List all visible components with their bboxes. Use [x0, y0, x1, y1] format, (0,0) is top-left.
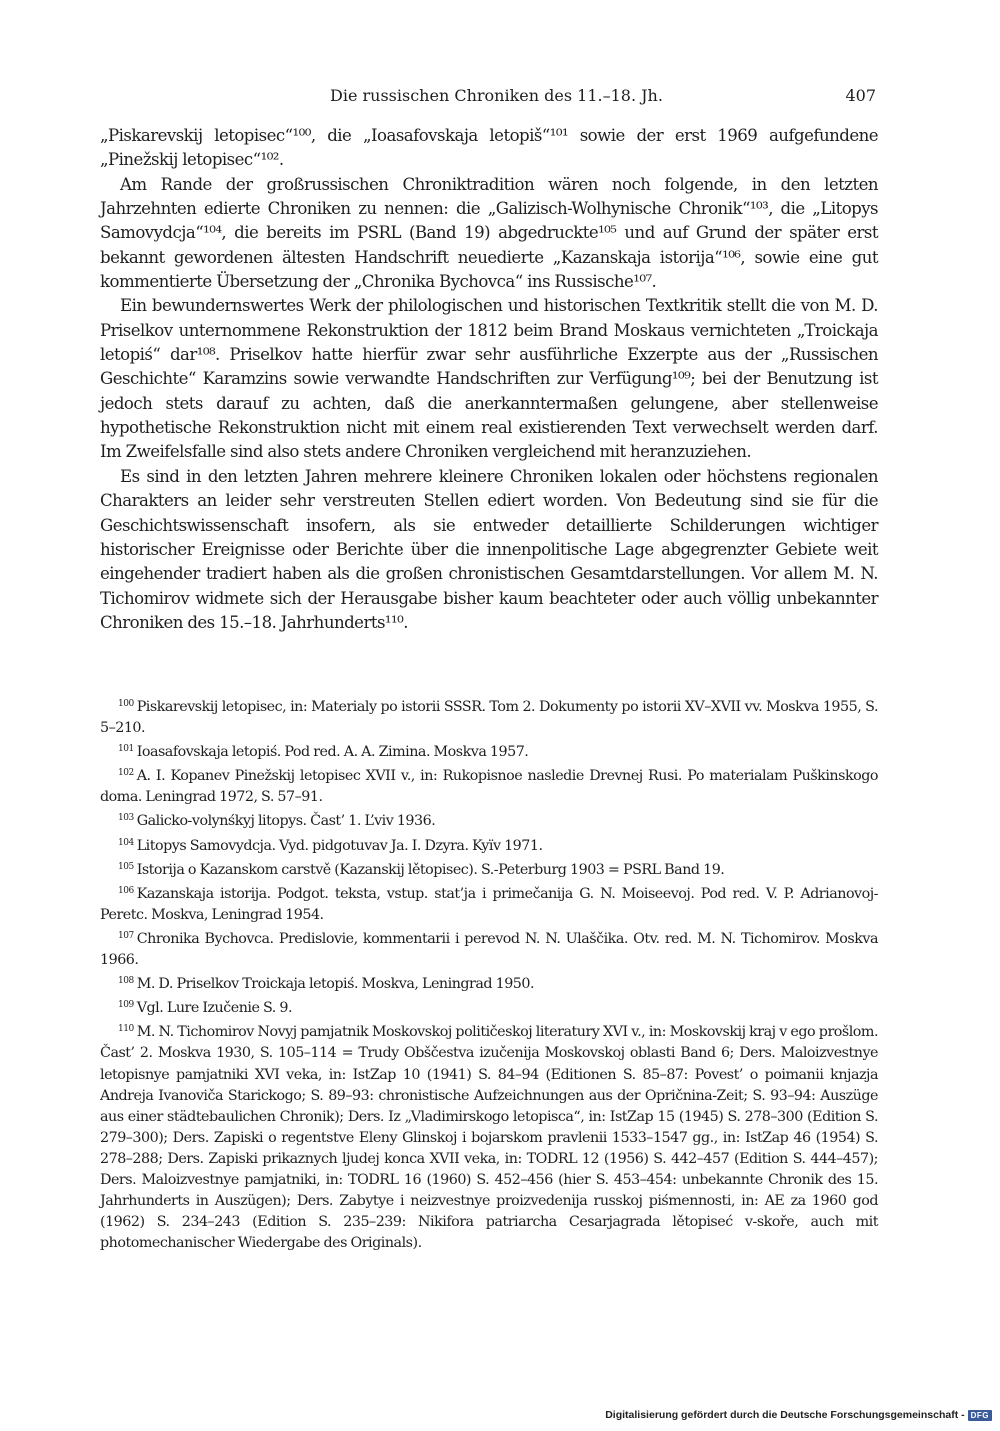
footnote-number: 110: [118, 1024, 134, 1035]
footnote-number: 102: [118, 768, 134, 779]
footnote-number: 109: [118, 1000, 134, 1011]
footnote-number: 103: [118, 813, 134, 824]
footnote-text: Litopys Samovydcja. Vyd. pidgotuvav Ja. I. Dzyra. Kyïv 1971.: [136, 837, 543, 854]
paragraph: Ein bewundernswertes Werk der philologischen und historischen Textkritik stellt die von M. D. Priselkov unternommene Rekonstruktion der 1812 beim Brand Moskaus vernichteten „Troickaja letopiś“ dar¹⁰⁸. Priselkov hatte hierfür zwar sehr ausführliche Exzerpte aus der „Russischen Geschichte“ Karamzins sowie verwandte Handschriften zur Verfügung¹⁰⁹; bei der Benutzung ist jedoch stets darauf zu achten, daß die anerkanntermaßen gelungene, aber stellenweise hypothetische Rekonstruktion nicht mit einem real existierenden Text verwechselt werden darf. Im Zweifelsfalle sind also stets andere Chroniken vergleichend mit heranzuziehen.: [100, 296, 878, 462]
footnote: [100, 739, 878, 763]
footnote: [100, 1019, 878, 1254]
main-text: [100, 124, 878, 635]
footnote-text: Kazanskaja istorija. Podgot. teksta, vstup. stat’ja i primečanija G. N. Moiseevoj. Pod red. V. P. Adrianovoj-Peretc. Moskva, Leningrad 1954.: [100, 885, 878, 923]
footnote: [100, 763, 878, 808]
footnote: [100, 833, 878, 857]
paragraph: „Piskarevskij letopisec“¹⁰⁰, die „Ioasafovskaja letopiš“¹⁰¹ sowie der erst 1969 aufgefundene „Pinežskij letopisec“¹⁰².: [100, 126, 878, 170]
digitization-credit: [605, 1407, 992, 1423]
footnote-text: Galicko-volynśkyj litopys. Čast’ 1. L’viv 1936.: [136, 813, 436, 830]
footnote: [100, 995, 878, 1019]
footnote: [100, 881, 878, 926]
paragraph: Am Rande der großrussischen Chroniktradition wären noch folgende, in den letzten Jahrzehnten edierte Chroniken zu nennen: die „Galizisch-Wolhynische Chronik“¹⁰³, die „Litopys Samovydcja“¹⁰⁴, die bereits im PSRL (Band 19) abgedruckte¹⁰⁵ und auf Grund der später erst bekannt gewordenen ältesten Handschrift neuedierte „Kazanskaja istorija“¹⁰⁶, sowie eine gut kommentierte Übersetzung der „Chronika Bychovca“ ins Russische¹⁰⁷.: [100, 174, 878, 292]
footnotes: [100, 694, 878, 1254]
footnote: [100, 808, 878, 832]
footnote-text: Vgl. Lure Izučenie S. 9.: [136, 1000, 293, 1017]
footnote-number: 106: [118, 885, 134, 896]
footnote-text: M. N. Tichomirov Novyj pamjatnik Moskovskoj političeskoj literatury XVI v., in: Moskovskij kraj v ego prošlom. Čast’ 2. Moskva 1930, S. 105–114 = Trudy Obščestva izučenija Moskovskoj oblasti Band 6; Ders. Maloizvestnye letopisnye pamjatniki XVI veka, in: IstZap 10 (1941) S. 84–94 (Editionen S. 85–87: Povest’ o poimanii knjazja Andreja Ivanoviča Starickogo; S. 89–93: chronistische Aufzeichnungen aus der Opričnina-Zeit; S. 93–94: Auszüge aus einer städtebaulichen Chronik); Ders. Iz „Vladimirskogo letopisca“, in: IstZap 15 (1945) S. 278–300 (Edition S. 279–300); Ders. Zapiski o regentstve Eleny Glinskoj i bojarskom pravlenii 1533–1547 gg., in: IstZap 46 (1954) S. 278–288; Ders. Zapiski prikaznych ljudej konca XVII veka, in: TODRL 12 (1956) S. 442–457 (Edition S. 444–457); Ders. Maloizvestnye pamjatniki, in: TODRL 16 (1960) S. 452–456 (hier S. 453–454: unbekannte Chronik des 15. Jahrhunderts in Auszügen); Ders. Zabytye i neizvestnye proizvedenija russkoj piśmennosti, in: AE za 1960 god (1962) S. 234–243 (Edition S. 235–239: Nikifora patriarcha Cesarjagrada lětopiseć v-skoře, auch mit photomechanischer Wiedergabe des Originals).: [100, 1024, 878, 1252]
footnote-text: A. I. Kopanev Pinežskij letopisec XVII v., in: Rukopisnoe nasledie Drevnej Rusi. Po materialam Puškinskogo doma. Leningrad 1972, S. 57–91.: [100, 768, 878, 806]
running-title: Die russischen Chroniken des 11.–18. Jh.: [330, 86, 663, 105]
running-head: [100, 84, 878, 108]
footnote-text: Istorija o Kazanskom carstvě (Kazanskij lětopisec). S.-Peterburg 1903 = PSRL Band 19.: [136, 861, 725, 878]
footnote: [100, 857, 878, 881]
footnote-text: Ioasafovskaja letopiś. Pod red. A. A. Zimina. Moskva 1957.: [136, 744, 529, 761]
footnote-text: Piskarevskij letopisec, in: Materialy po istorii SSSR. Tom 2. Dokumenty po istorii XV–XVII vv. Moskva 1955, S. 5–210.: [100, 699, 878, 737]
paragraph: Es sind in den letzten Jahren mehrere kleinere Chroniken lokalen oder höchstens regionalen Charakters an leider sehr verstreuten Stellen ediert worden. Von Bedeutung sind sie für die Geschichtswissenschaft insofern, als sie entweder detaillierte Schilderungen wichtiger historischer Ereignisse oder Berichte über die innenpolitische Lage abgegrenzter Gebiete weit eingehender tradiert haben als die großen chronistischen Gesamtdarstellungen. Vor allem M. N. Tichomirov widmete sich der Herausgabe bisher kaum beachteter oder auch völlig unbekannter Chroniken des 15.–18. Jahrhunderts¹¹⁰.: [100, 466, 878, 632]
footnote-number: 105: [118, 861, 134, 872]
page-number: 407: [845, 86, 876, 105]
footnote: [100, 694, 878, 739]
footnote: [100, 926, 878, 971]
footnote-text: Chronika Bychovca. Predislovie, kommentarii i perevod N. N. Ulaščika. Otv. red. M. N. Tichomirov. Moskva 1966.: [100, 930, 878, 969]
footnote-number: 107: [118, 930, 134, 941]
footnote-number: 104: [118, 837, 134, 848]
dfg-logo: DFG: [968, 1410, 992, 1421]
footnote-number: 108: [118, 976, 134, 987]
footnote-number: 101: [118, 744, 134, 755]
footnote-text: M. D. Priselkov Troickaja letopiś. Moskva, Leningrad 1950.: [136, 976, 535, 993]
credit-text: Digitalisierung gefördert durch die Deutsche Forschungsgemeinschaft -: [605, 1409, 965, 1421]
footnote: [100, 971, 878, 995]
footnote-number: 100: [118, 699, 134, 709]
